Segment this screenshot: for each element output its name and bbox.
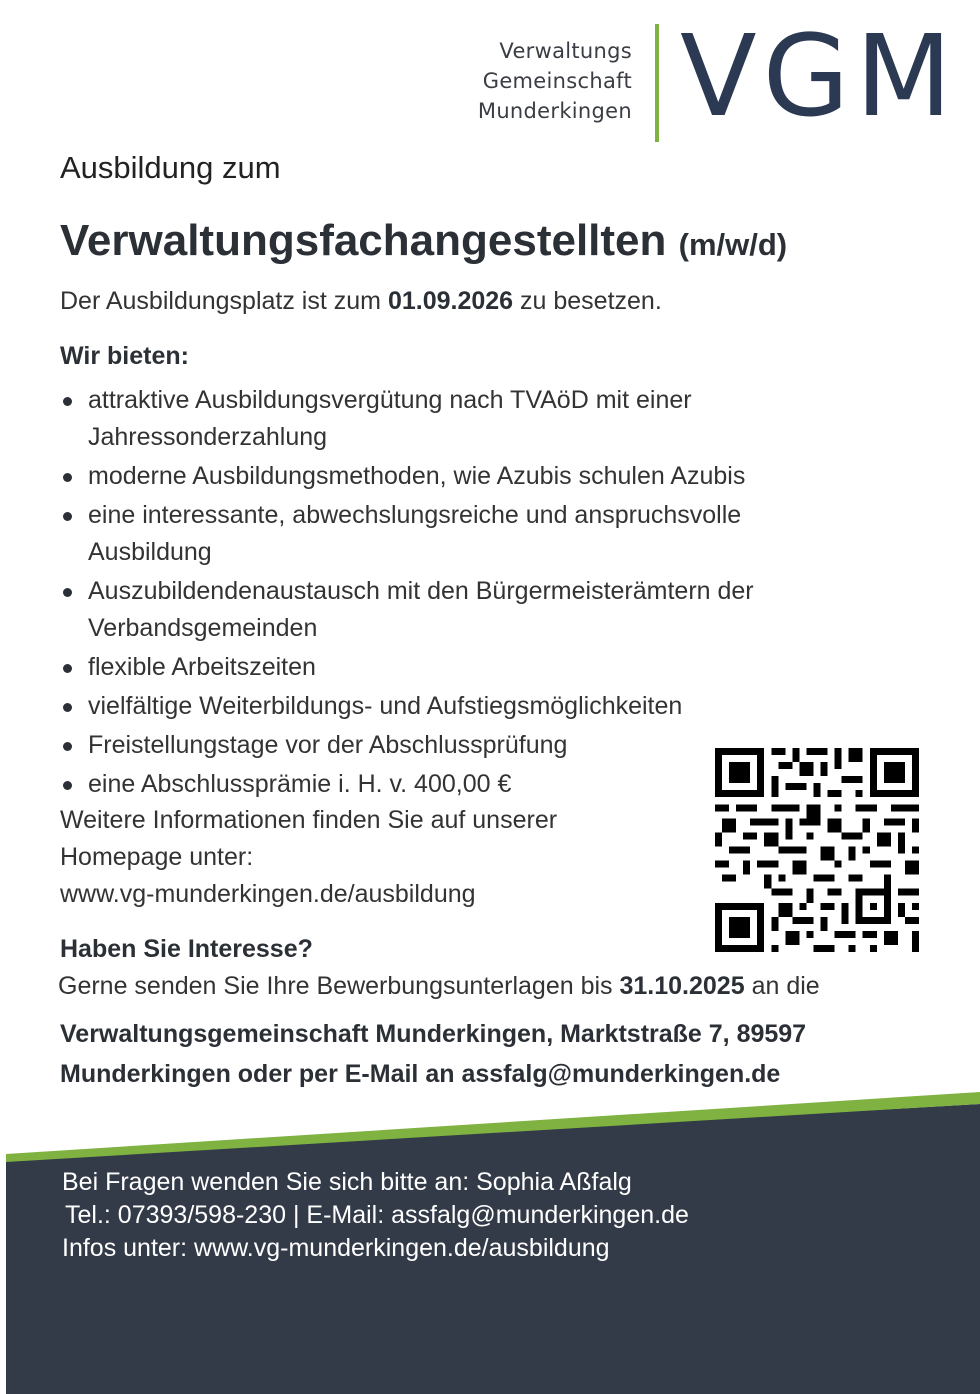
- footer-phone-email: Tel.: 07393/598-230 | E-Mail: assfalg@munderkingen.de: [65, 1201, 689, 1229]
- address-line-2: Munderkingen oder per E-Mail an assfalg@munderkingen.de: [60, 1060, 781, 1088]
- logo-mark: VGM: [680, 12, 959, 142]
- logo-line-2: Gemeinschaft: [482, 69, 632, 93]
- list-item: eine interessante, abwechslungsreiche und anspruchsvolle Ausbildung: [60, 497, 828, 571]
- start-prefix: Der Ausbildungsplatz ist zum: [60, 287, 381, 315]
- send-prefix: Gerne senden Sie Ihre Bewerbungsunterlagen bis: [58, 972, 613, 1000]
- footer-contact-person: Bei Fragen wenden Sie sich bitte an: Sophia Aßfalg: [62, 1168, 632, 1196]
- title-suffix: (m/w/d): [678, 227, 788, 262]
- list-item: eine Abschlussprämie i. H. v. 400,00 €: [60, 766, 860, 803]
- application-deadline-line: [58, 972, 820, 1001]
- page-title: [60, 216, 787, 266]
- qr-code-icon: [715, 748, 919, 952]
- list-item: moderne Ausbildungsmethoden, wie Azubis schulen Azubis: [60, 458, 860, 495]
- offers-heading: Wir bieten:: [60, 342, 189, 370]
- info-line-1: Weitere Informationen finden Sie auf unserer: [60, 806, 558, 834]
- logo-divider: [655, 24, 659, 142]
- address-line-1: Verwaltungsgemeinschaft Munderkingen, Marktstraße 7, 89597: [60, 1020, 807, 1048]
- title-text: Verwaltungsfachangestellten: [60, 216, 667, 265]
- info-line-2: Homepage unter:: [60, 843, 254, 871]
- intro-text: Ausbildung zum: [60, 150, 281, 185]
- deadline-date: 31.10.2025: [619, 972, 745, 1000]
- list-item: vielfältige Weiterbildungs- und Aufstiegsmöglichkeiten: [60, 688, 860, 725]
- list-item: Freistellungstage vor der Abschlussprüfung: [60, 727, 860, 764]
- offers-list: [60, 382, 860, 805]
- footer-contact: [62, 1166, 689, 1265]
- interest-heading: Haben Sie Interesse?: [60, 935, 313, 963]
- info-block: [60, 802, 660, 913]
- logo-line-1: Verwaltungs: [499, 39, 632, 63]
- list-item: flexible Arbeitszeiten: [60, 649, 860, 686]
- footer-infos-link[interactable]: Infos unter: www.vg-munderkingen.de/ausbildung: [62, 1234, 610, 1262]
- start-date: 01.09.2026: [387, 287, 514, 315]
- info-url-link[interactable]: www.vg-munderkingen.de/ausbildung: [60, 880, 476, 908]
- send-suffix: an die: [751, 972, 820, 1000]
- start-suffix: zu besetzen.: [520, 287, 662, 315]
- address-block: [60, 1014, 940, 1094]
- start-date-line: [60, 287, 662, 316]
- list-item: Auszubildendenaustausch mit den Bürgermeisterämtern der Verbandsgemeinden: [60, 573, 848, 647]
- logo-wordmark: [478, 36, 632, 126]
- logo-line-3: Munderkingen: [477, 99, 632, 123]
- list-item: attraktive Ausbildungsvergütung nach TVAöD mit einer Jahressonderzahlung: [60, 382, 808, 456]
